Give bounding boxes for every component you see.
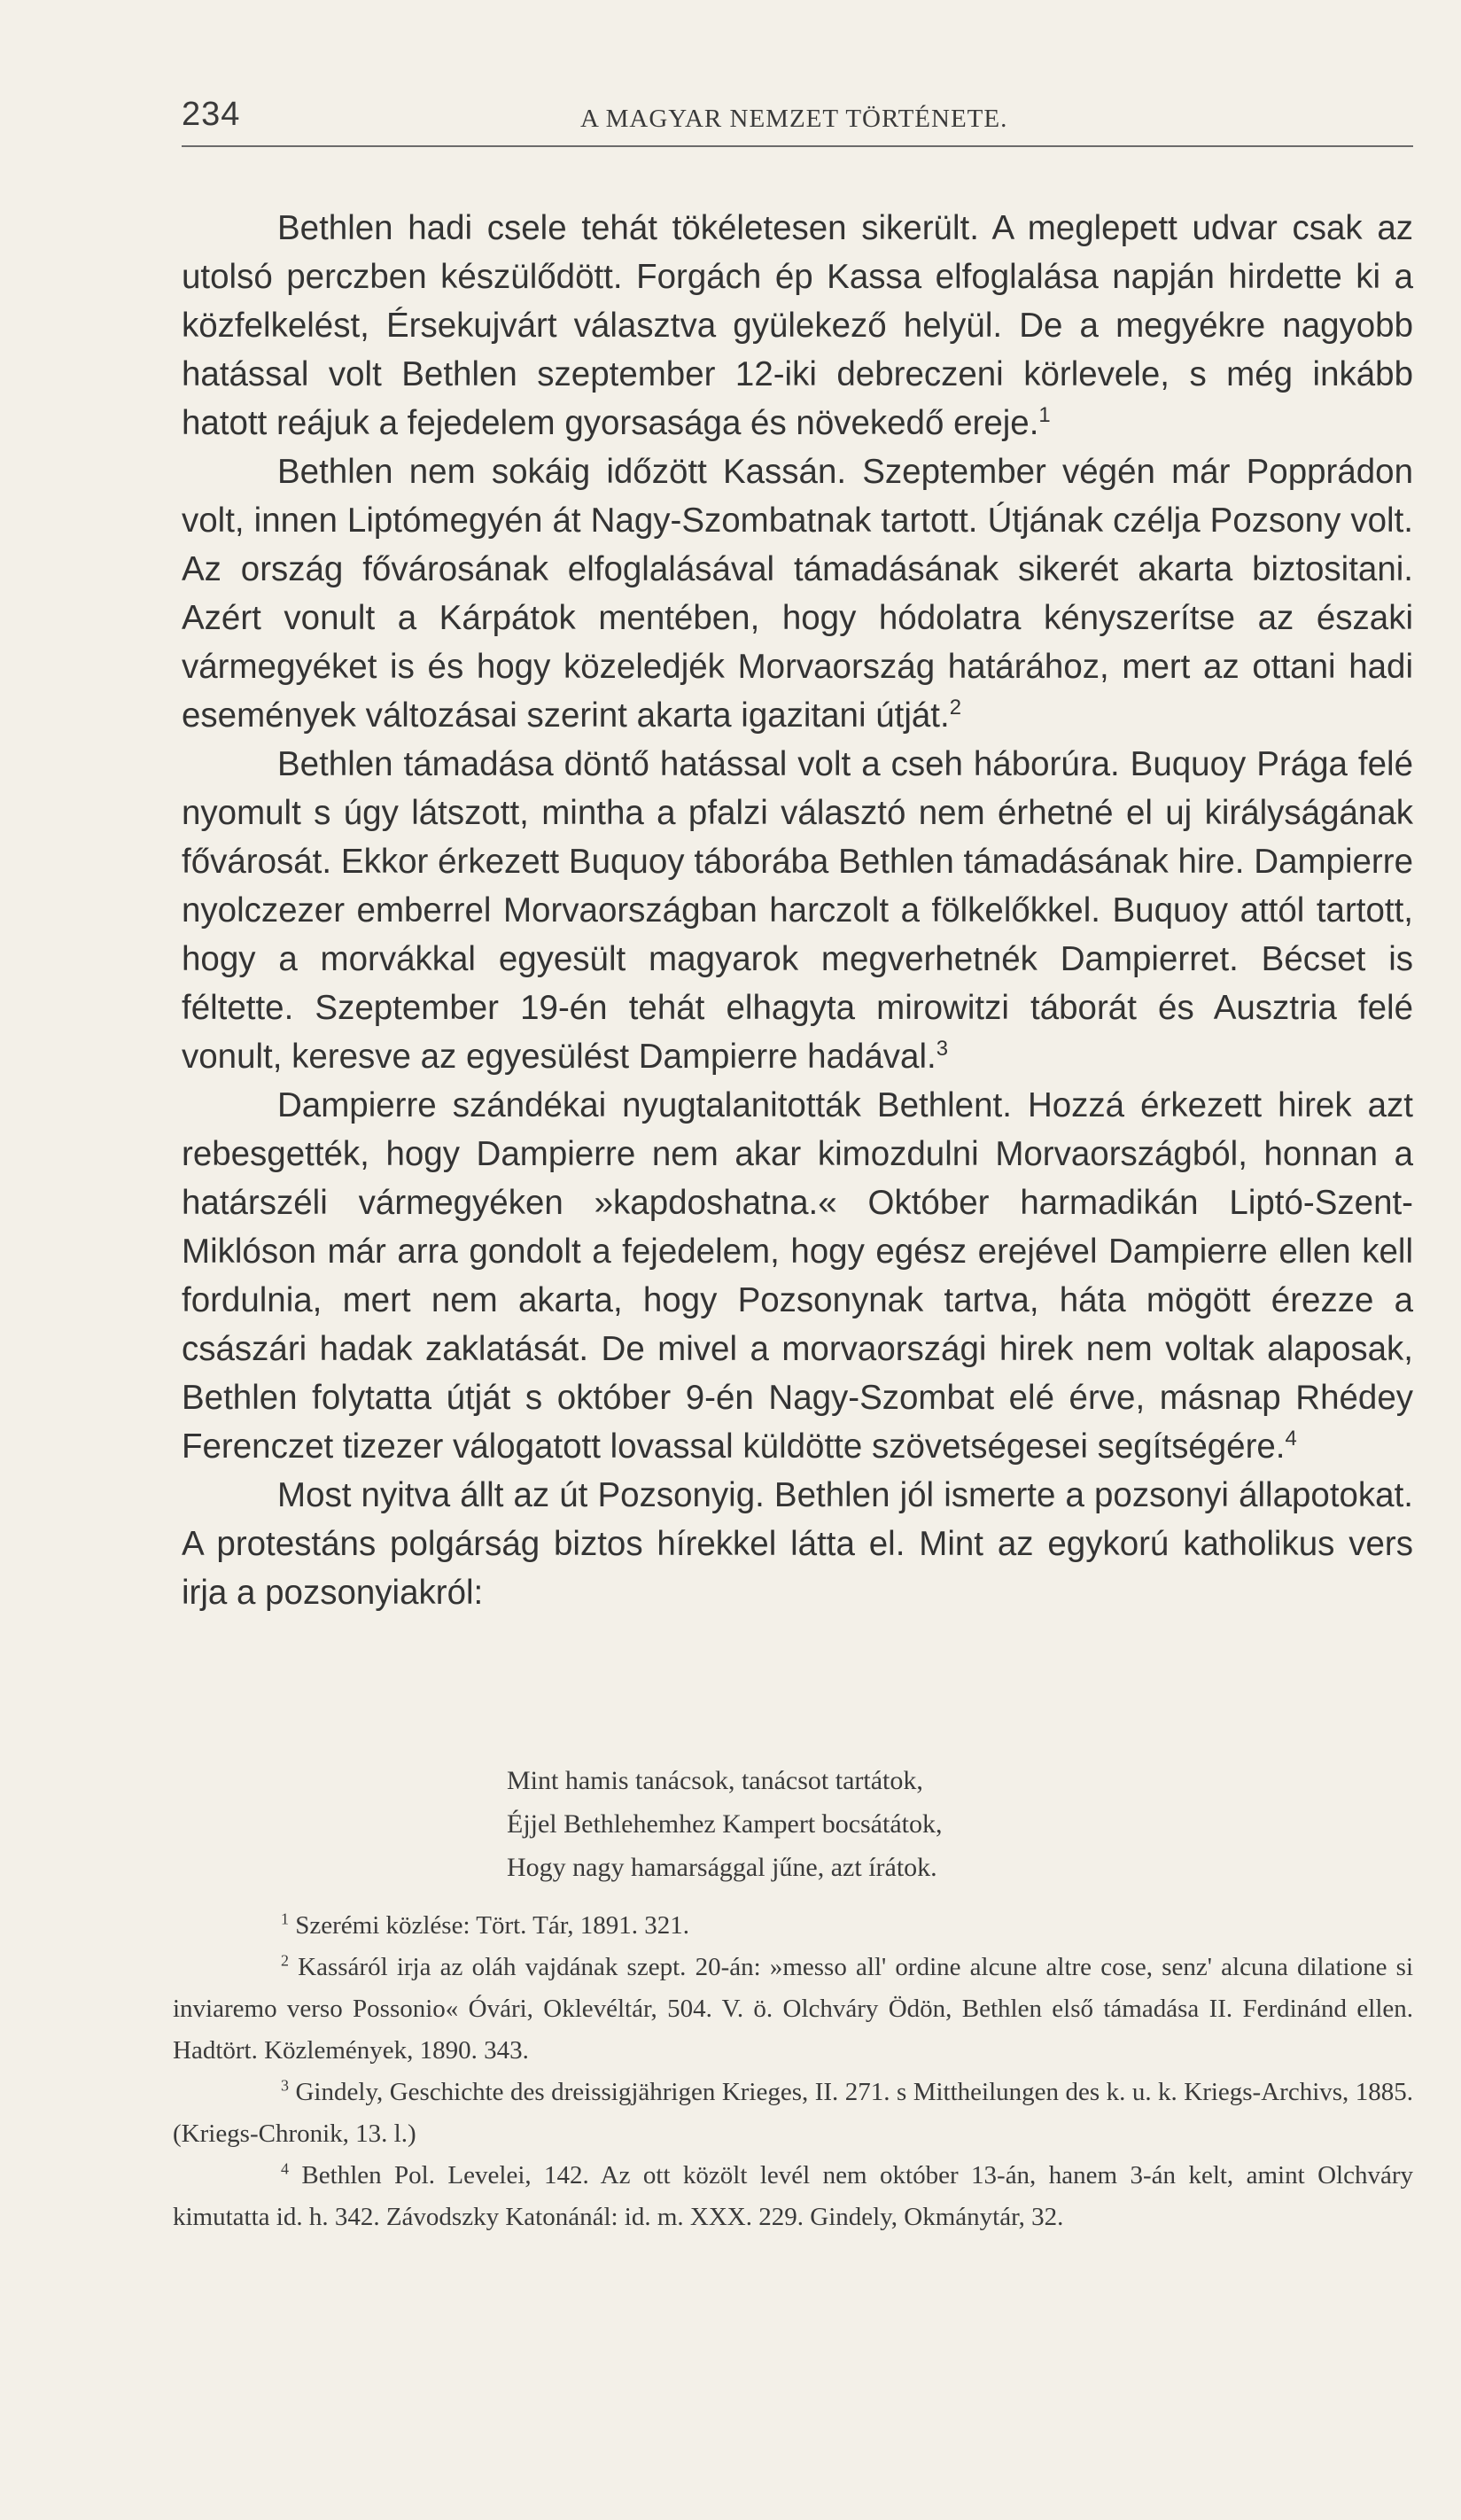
- footnote: [173, 1947, 1413, 2072]
- footnote-mark: 4: [281, 2159, 289, 2178]
- footnote: [173, 1905, 1413, 1947]
- paragraph-text: Bethlen támadása döntő hatással volt a cseh háborúra. Buquoy Prága felé nyomult s úgy látszott, mintha a pfalzi választó nem érhetné el uj királyságának fővárosát. Ekkor érkezett Buquoy táborába Bethlen támadásának hire. Dampierre nyolczezer emberrel Morvaországban harczolt a fölkelőkkel. Buquoy attól tartott, hogy a morvákkal egyesült magyarok megverhetnék Dampierret. Bécset is féltette. Szeptember 19-én tehát elhagyta mirowitzi táborát és Ausztria felé vonult, keresve az egyesülést Dampierre hadával.: [182, 745, 1413, 1076]
- paragraph: [182, 1081, 1413, 1471]
- footnote-mark: 3: [281, 2076, 289, 2095]
- footnote-mark: 1: [281, 1909, 289, 1928]
- body-text: [182, 204, 1413, 1617]
- page-number: 234: [182, 96, 241, 133]
- running-title: A MAGYAR NEMZET TÖRTÉNETE.: [580, 105, 1008, 133]
- paragraph: [182, 447, 1413, 740]
- paragraph-text: Dampierre szándékai nyugtalanitották Bethlent. Hozzá érkezett hirek azt rebesgették, hogy Dampierre nem akar kimozdulni Morvaországból, honnan a határszéli vármegyéken »kapdoshatna.« Október harmadikán Liptó-Szent-Miklóson már arra gondolt a fejedelem, hogy egész erejével Dampierre ellen kell fordulnia, mert nem akarta, hogy Pozsonynak tartva, háta mögött érezze a császári hadak zaklatását. De mivel a morvaországi hirek nem voltak alaposak, Bethlen folytatta útját s október 9-én Nagy-Szombat elé érve, másnap Rhédey Ferenczet tizezer válogatott lovassal küldötte szövetségesei segítségére.: [182, 1086, 1413, 1466]
- verse-quote: [507, 1759, 1216, 1889]
- footnote-ref: 4: [1285, 1427, 1297, 1451]
- footnote-ref: 3: [936, 1037, 948, 1062]
- paragraph: [182, 740, 1413, 1081]
- paragraph-text: Most nyitva állt az út Pozsonyig. Bethlen jól ismerte a pozsonyi állapotokat. A protestáns polgárság biztos hírekkel látta el. Mint az egykorú katholikus vers irja a pozsonyiakról:: [182, 1476, 1413, 1612]
- footnote-text: Gindely, Geschichte des dreissigjährigen Krieges, II. 271. s Mittheilungen des k. u. k. Kriegs-Archivs, 1885. (Kriegs-Chronik, 13. l.): [173, 2078, 1413, 2148]
- footnote: [173, 2072, 1413, 2155]
- page-header: [182, 96, 1413, 149]
- header-rule: [182, 145, 1413, 147]
- footnote-ref: 2: [949, 696, 961, 720]
- paragraph: [182, 204, 1413, 447]
- paragraph-text: Bethlen nem sokáig időzött Kassán. Szeptember végén már Popprádon volt, innen Liptómegyén át Nagy-Szombatnak tartott. Útjának czélja Pozsony volt. Az ország fővárosának elfoglalásával támadásának sikerét akarta biztositani. Azért vonult a Kárpátok mentében, hogy hódolatra kényszerítse az északi vármegyéket is és hogy közeledjék Morvaország határához, mert az ottani hadi események változásai szerint akarta igazitani útját.: [182, 453, 1413, 735]
- footnote-ref: 1: [1038, 403, 1051, 428]
- verse-line: Éjjel Bethlehemhez Kampert bocsátátok,: [507, 1809, 943, 1839]
- paragraph: [182, 1471, 1413, 1617]
- footnote-text: Szerémi közlése: Tört. Tár, 1891. 321.: [295, 1911, 689, 1940]
- footnote-mark: 2: [281, 1951, 289, 1970]
- footnote-text: Bethlen Pol. Levelei, 142. Az ott közölt levél nem október 13-án, hanem 3-án kelt, amint Olchváry kimutatta id. h. 342. Závodszky Katonánál: id. m. XXX. 229. Gindely, Okmánytár, 32.: [173, 2161, 1413, 2231]
- verse-line: Mint hamis tanácsok, tanácsot tartátok,: [507, 1766, 923, 1795]
- footnote-text: Kassáról irja az oláh vajdának szept. 20-án: »messo all' ordine alcune altre cose, senz' alcuna dilatione si inviaremo verso Possonio« Óvári, Oklevéltár, 504. V. ö. Olchváry Ödön, Bethlen első támadása II. Ferdinánd ellen. Hadtört. Közlemények, 1890. 343.: [173, 1953, 1413, 2065]
- paragraph-text: Bethlen hadi csele tehát tökéletesen sikerült. A meglepett udvar csak az utolsó perczben készülődött. Forgách ép Kassa elfoglalása napján hirdette ki a közfelkelést, Érsekujvárt választva gyülekező helyül. De a megyékre nagyobb hatással volt Bethlen szeptember 12-iki debreczeni körlevele, s még inkább hatott reájuk a fejedelem gyorsasága és növekedő ereje.: [182, 209, 1413, 442]
- footnote: [173, 2155, 1413, 2238]
- verse-line: Hogy nagy hamarsággal jűne, azt írátok.: [507, 1853, 937, 1882]
- footnotes: [173, 1905, 1413, 2238]
